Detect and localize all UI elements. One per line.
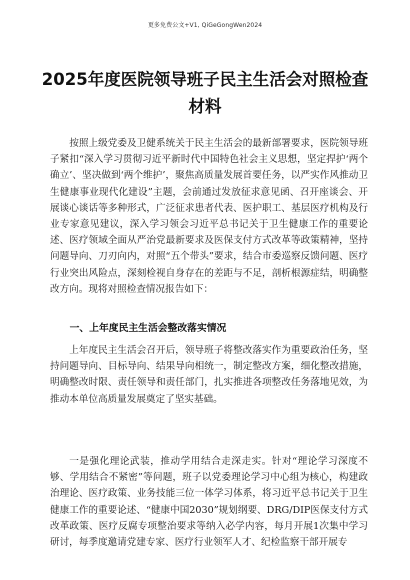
document-title: 2025年度医院领导班子民主生活会对照检查材料: [41, 70, 369, 116]
header-watermark: 更多免费公文+V1, QiGeGongWen2024: [147, 22, 263, 29]
section-heading: 一、上年度民主生活会整改落实情况: [69, 323, 227, 334]
section-paragraph-2: 一是强化理论武装，推动学用结合走深走实。针对“理论学习深度不够、学用结合不紧密”等问题，班子以党委理论学习中心组为核心，构建政治理论、医疗政策、业务技能三位一体学习体系，将习近平总书记关于卫生健康工作的重要论述、“健康中国2030”规划纲要、DRG/DIP医保支付方式改革政策、医疗反腐专项整治要求等纳入必学内容，每月开展1次集中学习研讨，每季度邀请党建专家、医疗行业领军人才、纪检监察干部开展专: [50, 456, 368, 549]
section-paragraph-1: 上年度民主生活会召开后，领导班子将整改落实作为重要政治任务，坚持问题导向、目标导向、结果导向相统一，制定整改方案，细化整改措施，明确整改时限、责任领导和责任部门，扎实推进各项整改任务落地见效，为推动本单位高质量发展奠定了坚实基础。: [50, 345, 368, 405]
intro-paragraph: 按照上级党委及卫健系统关于民主生活会的最新部署要求，医院领导班子紧扣“深入学习贯彻习近平新时代中国特色社会主义思想，坚定捍护‘两个确立’、坚决做到‘两个维护’，聚焦高质量发展首要任务，以严实作风推动卫生健康事业现代化建设”主题，会前通过发放征求意见函、召开座谈会、开展谈心谈话等多种形式，广泛征求患者代表、医护职工、基层医疗机构及行业专家意见建议，深入学习领会习近平总书记关于卫生健康工作的重要论述、医疗领域全面从严治党最新要求及医保支付方式改革等政策精神，坚持问题导向、刀刃向内，对照“五个带头”要求，结合市委巡察反馈问题、医疗行业突出风险点，深刻检视自身存在的差距与不足，剖析根源症结，明确整改方向。现将对照检查情况报告如下：: [50, 138, 368, 295]
